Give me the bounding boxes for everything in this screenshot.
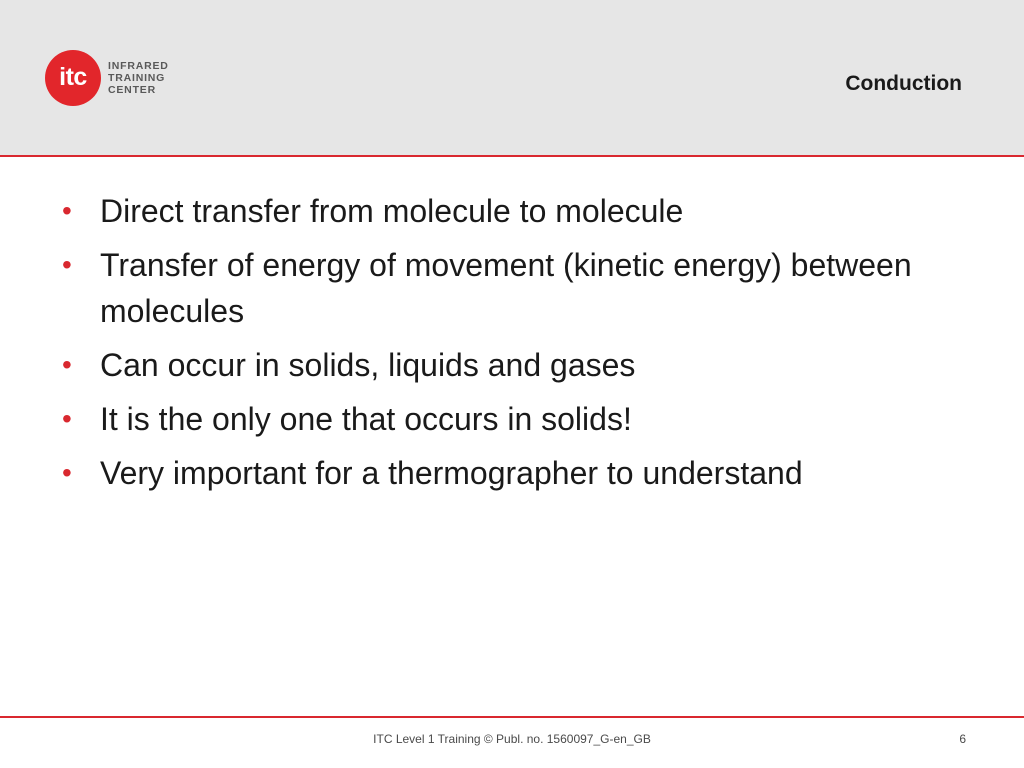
header-divider bbox=[0, 155, 1024, 157]
bullet-text: Direct transfer from molecule to molecule bbox=[100, 193, 684, 229]
bullet-item bbox=[60, 450, 960, 496]
logo-word: CENTER bbox=[108, 84, 156, 96]
bullet-item bbox=[60, 396, 960, 442]
logo-word: INFRARED bbox=[108, 60, 169, 72]
bullet-text: It is the only one that occurs in solids! bbox=[100, 401, 632, 437]
header-band bbox=[0, 0, 1024, 155]
logo-wordmark bbox=[108, 60, 169, 96]
bullet-item bbox=[60, 342, 960, 388]
bullet-dot-icon: • bbox=[62, 195, 72, 226]
bullet-text: Can occur in solids, liquids and gases bbox=[100, 347, 636, 383]
logo-circle bbox=[45, 50, 101, 106]
itc-logo bbox=[45, 50, 169, 106]
bullet-item bbox=[60, 242, 960, 334]
bullet-dot-icon: • bbox=[62, 457, 72, 488]
bullet-item bbox=[60, 188, 960, 234]
logo-mark: itc bbox=[59, 62, 87, 91]
footer-divider bbox=[0, 716, 1024, 718]
bullet-dot-icon: • bbox=[62, 349, 72, 380]
slide-title: Conduction bbox=[845, 72, 962, 95]
footer-text: ITC Level 1 Training © Publ. no. 1560097_G-en_GB bbox=[373, 732, 651, 746]
page-number: 6 bbox=[959, 732, 966, 746]
logo-word: TRAINING bbox=[108, 72, 166, 84]
bullet-dot-icon: • bbox=[62, 403, 72, 434]
bullet-text: Very important for a thermographer to understand bbox=[100, 455, 803, 491]
bullet-list bbox=[60, 188, 960, 504]
bullet-text: Transfer of energy of movement (kinetic energy) between molecules bbox=[100, 247, 912, 329]
bullet-dot-icon: • bbox=[62, 249, 72, 280]
